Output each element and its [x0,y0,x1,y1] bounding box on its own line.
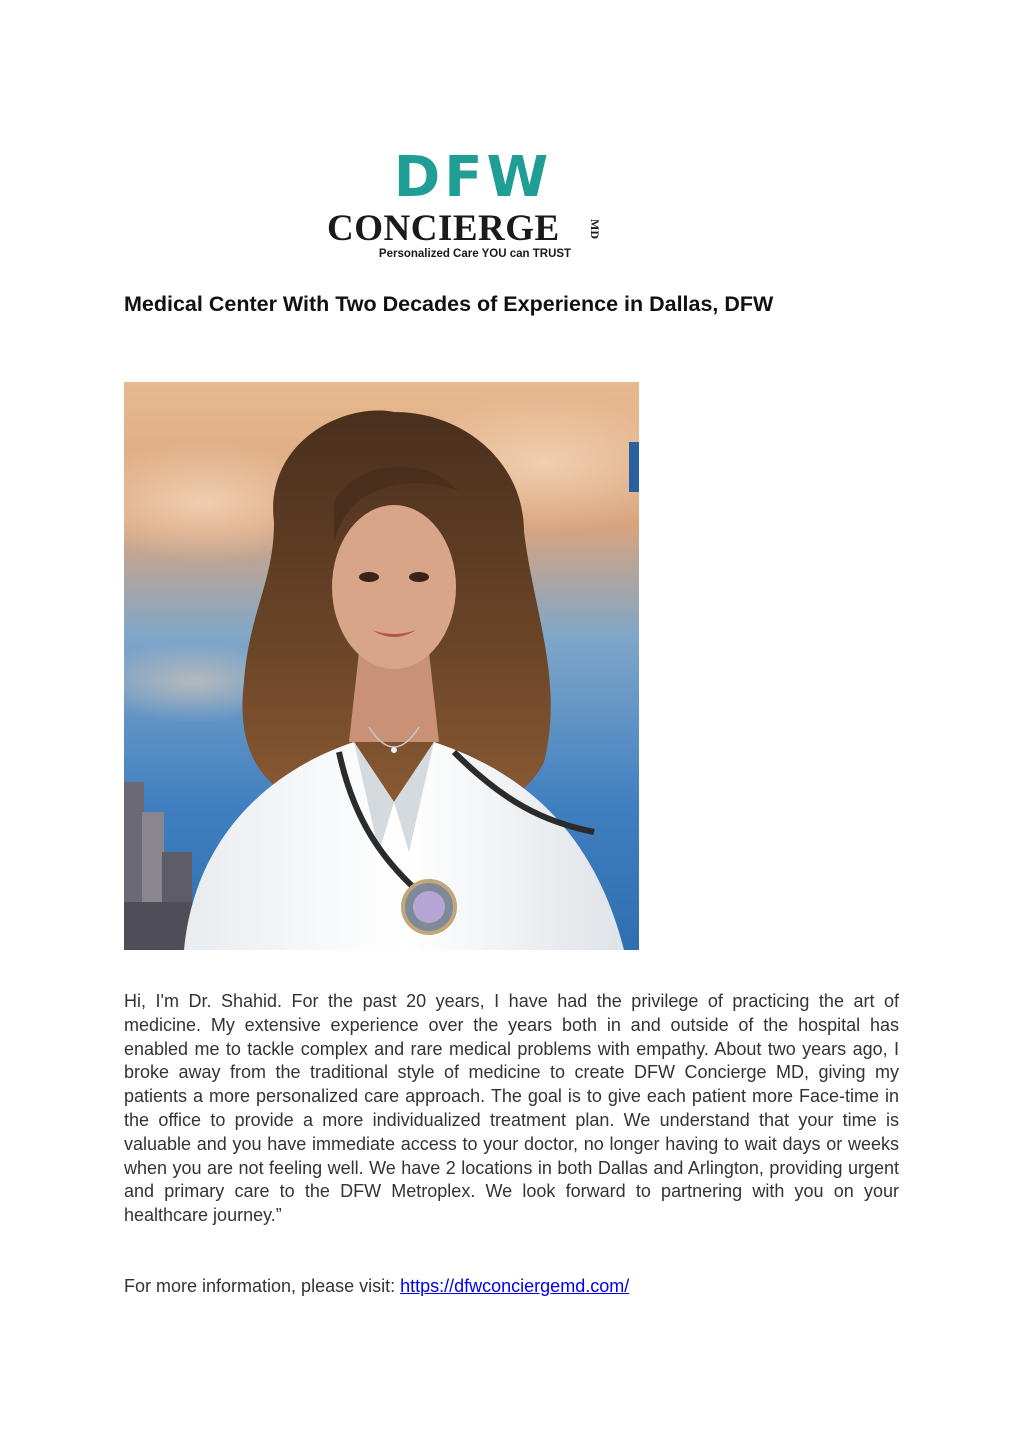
dfw-concierge-logo [325,145,625,265]
page-title: Medical Center With Two Decades of Experience in Dallas, DFW [124,292,774,316]
doctor-bio-paragraph: Hi, I'm Dr. Shahid. For the past 20 years, I have had the privilege of practicing the art of medicine. My extensive experience over the years both in and outside of the hospital has enabled me to tackle complex and rare medical problems with empathy. About two years ago, I broke away from the traditional style of medicine to create DFW Concierge MD, giving my patients a more personalized care approach. The goal is to give each patient more Face-time in the office to provide a more individualized treatment plan. We understand that your time is valuable and you have immediate access to your doctor, no longer having to wait days or weeks when you are not feeling well. We have 2 locations in both Dallas and Arlington, providing urgent and primary care to the DFW Metroplex. We look forward to partnering with you on your healthcare journey.” [124,991,899,1226]
logo-name: CONCIERGE [327,208,560,249]
logo-suffix: MD [588,219,602,239]
doctor-portrait-image [124,382,639,950]
more-info-prefix: For more information, please visit: [124,1276,401,1296]
logo-tagline: Personalized Care YOU can TRUST [378,248,572,260]
website-link[interactable]: https://dfwconciergemd.com/ [400,1276,630,1296]
more-info-line [124,1274,899,1298]
logo-brand: DFW [393,145,553,210]
